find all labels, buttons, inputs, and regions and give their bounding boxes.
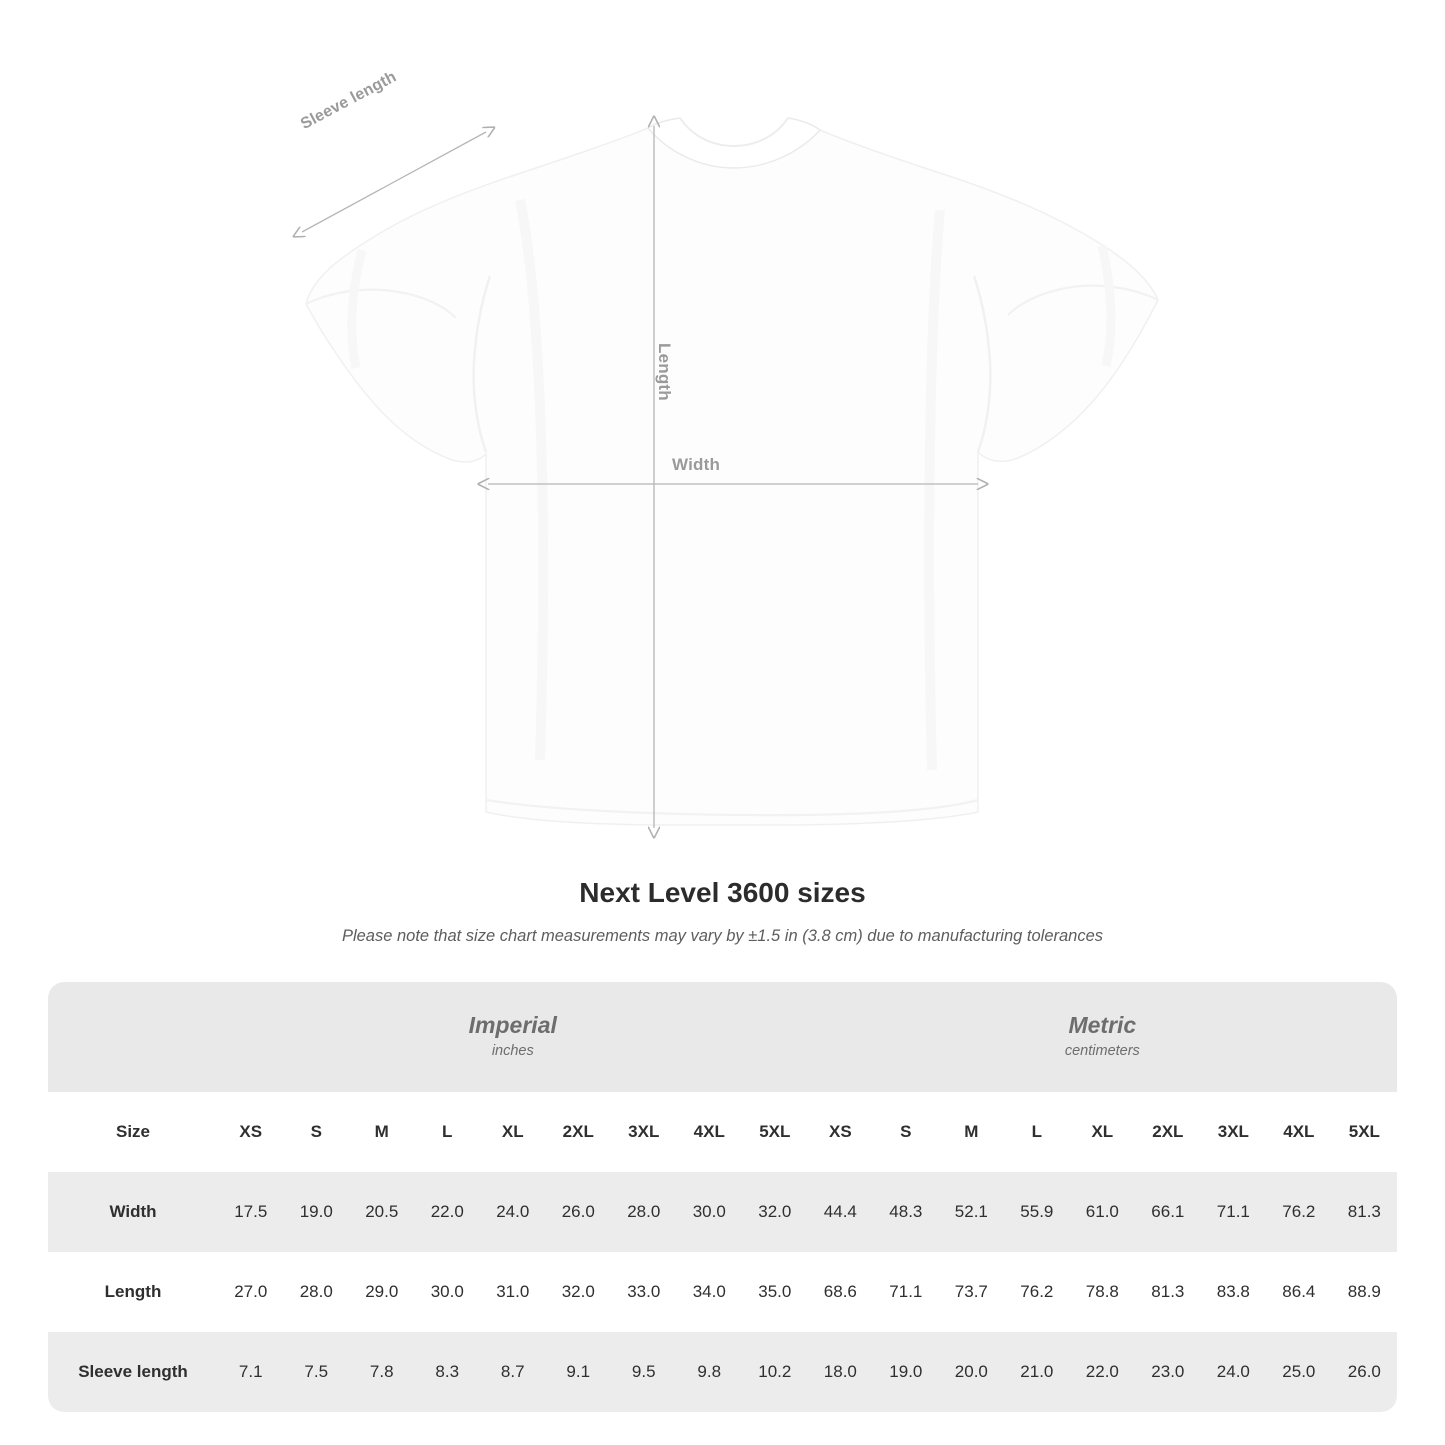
value-cell: 9.5: [611, 1332, 677, 1412]
table-row: [48, 1172, 1397, 1252]
size-cell: 4XL: [677, 1092, 743, 1172]
value-cell: 32.0: [742, 1172, 808, 1252]
value-cell: 35.0: [742, 1252, 808, 1332]
value-cell: 19.0: [284, 1172, 350, 1252]
value-cell: 61.0: [1070, 1172, 1136, 1252]
value-cell: 71.1: [873, 1252, 939, 1332]
value-cell: 23.0: [1135, 1332, 1201, 1412]
size-cell: 3XL: [1201, 1092, 1267, 1172]
value-cell: 55.9: [1004, 1172, 1070, 1252]
value-cell: 22.0: [1070, 1332, 1136, 1412]
value-cell: 8.7: [480, 1332, 546, 1412]
value-cell: 33.0: [611, 1252, 677, 1332]
row-label-sleeve-length: Sleeve length: [48, 1332, 218, 1412]
length-dimension-label: Length: [655, 343, 674, 401]
size-cell: 2XL: [546, 1092, 612, 1172]
size-cell: 4XL: [1266, 1092, 1332, 1172]
size-row-label: Size: [48, 1092, 218, 1172]
table-row: [48, 1332, 1397, 1412]
row-label-width: Width: [48, 1172, 218, 1252]
value-cell: 22.0: [415, 1172, 481, 1252]
width-dimension-label: Width: [672, 455, 721, 474]
value-cell: 27.0: [218, 1252, 284, 1332]
value-cell: 32.0: [546, 1252, 612, 1332]
value-cell: 19.0: [873, 1332, 939, 1412]
value-cell: 83.8: [1201, 1252, 1267, 1332]
value-cell: 48.3: [873, 1172, 939, 1252]
metric-title: Metric: [1068, 1012, 1137, 1039]
value-cell: 30.0: [415, 1252, 481, 1332]
value-cell: 26.0: [1332, 1332, 1397, 1412]
unit-header-row: [48, 982, 1397, 1092]
value-cell: 76.2: [1004, 1252, 1070, 1332]
value-cell: 28.0: [611, 1172, 677, 1252]
size-cell: XL: [1070, 1092, 1136, 1172]
size-cell: 2XL: [1135, 1092, 1201, 1172]
metric-subtitle: centimeters: [1064, 1042, 1140, 1059]
value-cell: 81.3: [1135, 1252, 1201, 1332]
value-cell: 34.0: [677, 1252, 743, 1332]
value-cell: 30.0: [677, 1172, 743, 1252]
row-label-length: Length: [48, 1252, 218, 1332]
value-cell: 10.2: [742, 1332, 808, 1412]
value-cell: 88.9: [1332, 1252, 1397, 1332]
size-cell: S: [284, 1092, 350, 1172]
value-cell: 68.6: [808, 1252, 874, 1332]
size-cell: M: [349, 1092, 415, 1172]
size-cell: XL: [480, 1092, 546, 1172]
value-cell: 17.5: [218, 1172, 284, 1252]
size-cell: S: [873, 1092, 939, 1172]
value-cell: 8.3: [415, 1332, 481, 1412]
value-cell: 78.8: [1070, 1252, 1136, 1332]
page-title: Next Level 3600 sizes: [579, 877, 866, 908]
size-cell: L: [1004, 1092, 1070, 1172]
size-cell: M: [939, 1092, 1005, 1172]
value-cell: 29.0: [349, 1252, 415, 1332]
value-cell: 24.0: [1201, 1332, 1267, 1412]
size-cell: 3XL: [611, 1092, 677, 1172]
size-header-row: [48, 1092, 1397, 1172]
value-cell: 28.0: [284, 1252, 350, 1332]
value-cell: 66.1: [1135, 1172, 1201, 1252]
value-cell: 7.8: [349, 1332, 415, 1412]
value-cell: 44.4: [808, 1172, 874, 1252]
value-cell: 9.8: [677, 1332, 743, 1412]
value-cell: 20.5: [349, 1172, 415, 1252]
size-cell: XS: [808, 1092, 874, 1172]
imperial-header: [218, 982, 808, 1092]
size-cell: 5XL: [742, 1092, 808, 1172]
value-cell: 21.0: [1004, 1332, 1070, 1412]
value-cell: 7.5: [284, 1332, 350, 1412]
value-cell: 86.4: [1266, 1252, 1332, 1332]
value-cell: 20.0: [939, 1332, 1005, 1412]
size-cell: L: [415, 1092, 481, 1172]
size-table-container: [48, 982, 1397, 1412]
value-cell: 25.0: [1266, 1332, 1332, 1412]
imperial-subtitle: inches: [491, 1042, 534, 1059]
sleeve-length-dimension-label: Sleeve length: [298, 68, 400, 134]
tolerance-note: Please note that size chart measurements may vary by ±1.5 in (3.8 cm) due to manufacturing tolerances: [341, 927, 1104, 945]
size-cell: 5XL: [1332, 1092, 1397, 1172]
value-cell: 18.0: [808, 1332, 874, 1412]
value-cell: 7.1: [218, 1332, 284, 1412]
value-cell: 26.0: [546, 1172, 612, 1252]
value-cell: 9.1: [546, 1332, 612, 1412]
unit-header-spacer: [48, 982, 218, 1092]
tshirt-shape: [306, 118, 1158, 825]
value-cell: 71.1: [1201, 1172, 1267, 1252]
table-row: [48, 1252, 1397, 1332]
value-cell: 31.0: [480, 1252, 546, 1332]
value-cell: 76.2: [1266, 1172, 1332, 1252]
value-cell: 73.7: [939, 1252, 1005, 1332]
size-table: [48, 982, 1397, 1412]
value-cell: 52.1: [939, 1172, 1005, 1252]
size-cell: XS: [218, 1092, 284, 1172]
value-cell: 81.3: [1332, 1172, 1397, 1252]
imperial-title: Imperial: [468, 1012, 557, 1039]
value-cell: 24.0: [480, 1172, 546, 1252]
metric-header: [808, 982, 1397, 1092]
